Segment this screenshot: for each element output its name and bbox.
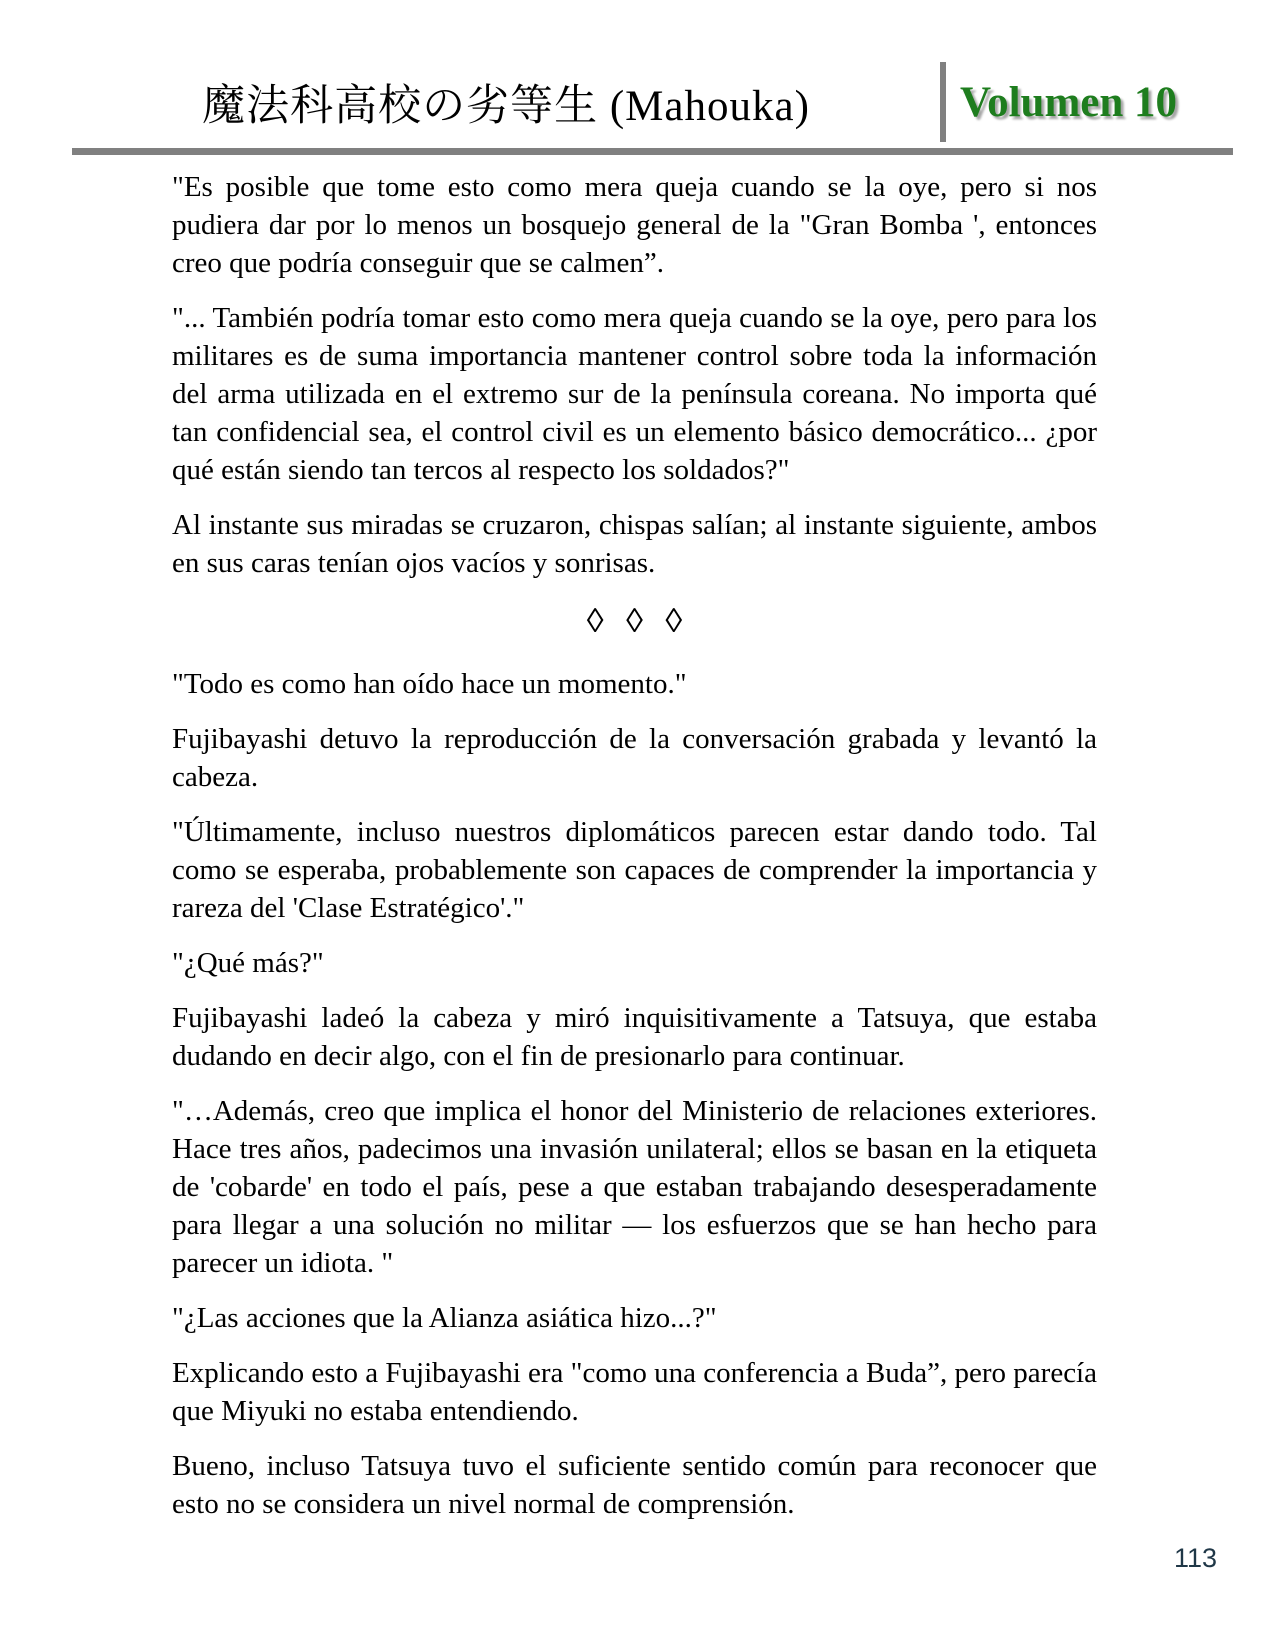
paragraph: "¿Qué más?" [172,947,324,979]
volume-area [940,62,1233,142]
series-title: 魔法科高校の劣等生 (Mahouka) [202,82,810,130]
paragraph: Bueno, incluso Tatsuya tuvo el suficiente sentido común para reconocer que esto no se considera un nivel normal de comprensión. [172,1450,1097,1520]
paragraph: Fujibayashi ladeó la cabeza y miró inquisitivamente a Tatsuya, que estaba dudando en decir algo, con el fin de presionarlo para continuar. [172,1002,1097,1072]
page-header [72,62,1233,155]
paragraph: "¿Las acciones que la Alianza asiática hizo...?" [172,1302,717,1334]
title-area [72,62,940,142]
paragraph: "... También podría tomar esto como mera queja cuando se la oye, pero para los militares es de suma importancia mantener control sobre toda la información del arma utilizada en el extremo sur de la península coreana. No importa qué tan confidencial sea, el control civil es un elemento básico democrático... ¿por qué están siendo tan tercos al respecto los soldados?" [172,302,1097,486]
paragraph: Al instante sus miradas se cruzaron, chispas salían; al instante siguiente, ambos en sus caras tenían ojos vacíos y sonrisas. [172,509,1097,579]
paragraph: Explicando esto a Fujibayashi era "como una conferencia a Buda”, pero parecía que Miyuki no estaba entendiendo. [172,1357,1097,1427]
page-number: 113 [1173,1543,1217,1573]
paragraph: "Es posible que tome esto como mera queja cuando se la oye, pero si nos pudiera dar por lo menos un bosquejo general de la "Gran Bomba ', entonces creo que podría conseguir que se calmen”. [172,171,1097,279]
body-text [172,168,1097,1540]
scene-break-diamonds: ◊ ◊ ◊ [586,603,683,640]
paragraph: "Últimamente, incluso nuestros diplomáticos parecen estar dando todo. Tal como se esperaba, probablemente son capaces de comprender la importancia y rareza del 'Clase Estratégico'." [172,816,1097,924]
paragraph: "…Además, creo que implica el honor del Ministerio de relaciones exteriores. Hace tres años, padecimos una invasión unilateral; ellos se basan en la etiqueta de 'cobarde' en todo el país, pese a que estaban trabajando desesperadamente para llegar a una solución no militar — los esfuerzos que se han hecho para parecer un idiota. " [172,1095,1097,1279]
paragraph: Fujibayashi detuvo la reproducción de la conversación grabada y levantó la cabeza. [172,723,1097,793]
volume-label: Volumen 10 [960,78,1178,126]
paragraph: "Todo es como han oído hace un momento." [172,668,687,700]
